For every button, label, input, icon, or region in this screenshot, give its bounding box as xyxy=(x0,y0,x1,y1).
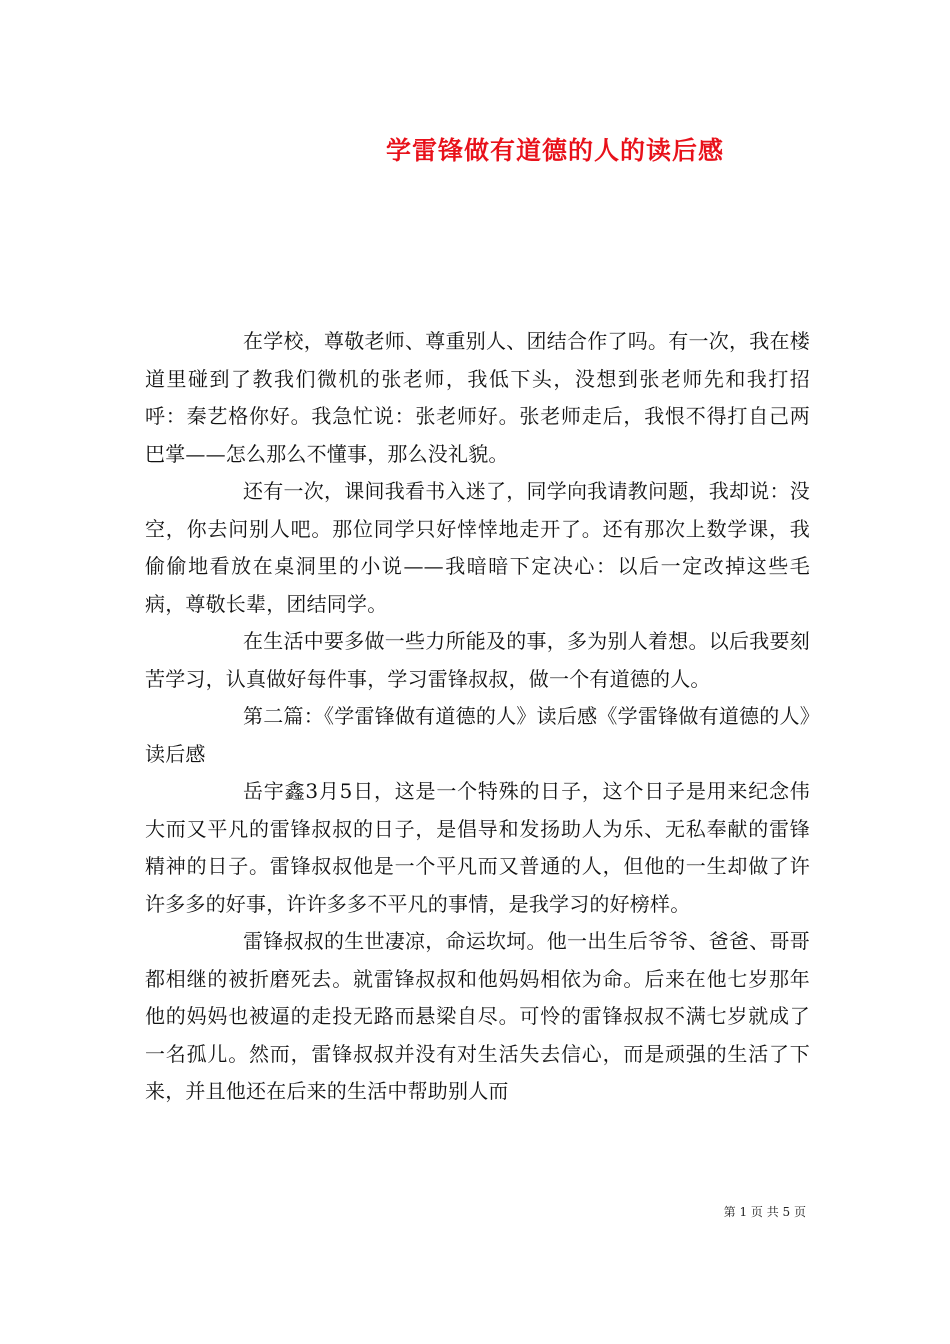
paragraph: 第二篇：《学雷锋做有道德的人》读后感《学雷锋做有道德的人》读后感 xyxy=(145,704,810,766)
document-title: 学雷锋做有道德的人的读后感 xyxy=(385,136,724,165)
page-number-footer: 第 1 页 共 5 页 xyxy=(723,1205,806,1219)
document-body xyxy=(145,323,810,1111)
paragraph: 岳宇鑫3月5日，这是一个特殊的日子，这个日子是用来纪念伟大而又平凡的雷锋叔叔的日子，是倡导和发扬助人为乐、无私奉献的雷锋精神的日子。雷锋叔叔他是一个平凡而又普通的人，但他的一生却做了许许多多的好事，许许多多不平凡的事情，是我学习的好榜样。 xyxy=(145,779,810,916)
paragraph: 还有一次，课间我看书入迷了，同学向我请教问题，我却说：没空，你去问别人吧。那位同学只好悻悻地走开了。还有那次上数学课，我偷偷地看放在桌洞里的小说——我暗暗下定决心：以后一定改掉这些毛病，尊敬长辈，团结同学。 xyxy=(145,479,810,616)
paragraph: 雷锋叔叔的生世凄凉，命运坎坷。他一出生后爷爷、爸爸、哥哥都相继的被折磨死去。就雷锋叔叔和他妈妈相依为命。后来在他七岁那年他的妈妈也被逼的走投无路而悬梁自尽。可怜的雷锋叔叔不满七岁就成了一名孤儿。然而，雷锋叔叔并没有对生活失去信心，而是顽强的生活了下来，并且他还在后来的生活中帮助别人而 xyxy=(145,929,810,1103)
paragraph: 在生活中要多做一些力所能及的事，多为别人着想。以后我要刻苦学习，认真做好每件事，学习雷锋叔叔，做一个有道德的人。 xyxy=(145,629,810,691)
paragraph: 在学校，尊敬老师、尊重别人、团结合作了吗。有一次，我在楼道里碰到了教我们微机的张老师，我低下头，没想到张老师先和我打招呼：秦艺格你好。我急忙说：张老师好。张老师走后，我恨不得打自己两巴掌——怎么那么不懂事，那么没礼貌。 xyxy=(145,329,810,466)
